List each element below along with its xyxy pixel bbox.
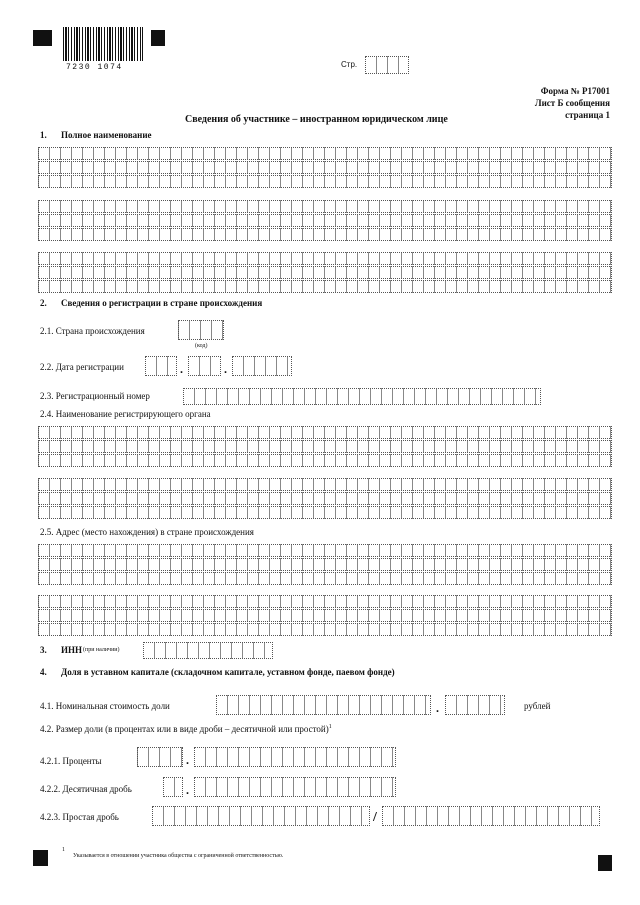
corner-marker-top-right	[151, 30, 165, 46]
page-title: Сведения об участнике – иностранном юридическом лице	[185, 114, 448, 125]
registration-number-label: 2.3. Регистрационный номер	[40, 391, 150, 401]
section-4-label: Доля в уставном капитале (складочном капитале, уставном фонде, паевом фонде)	[61, 667, 395, 677]
section-2-label: Сведения о регистрации в стране происхождения	[61, 298, 263, 308]
page-label: Стр.	[341, 60, 358, 69]
decimal-fraction-label: 4.2.2. Десятичная дробь	[40, 784, 132, 794]
barcode-number: 7230 1074	[66, 63, 123, 72]
section-1-label: Полное наименование	[61, 130, 152, 140]
percent-label: 4.2.1. Проценты	[40, 756, 102, 766]
inn-note: (при наличии)	[83, 647, 120, 653]
share-size-text: 4.2. Размер доли (в процентах или в виде дроби – десятичной или простой)	[40, 724, 329, 734]
address-row-1[interactable]	[38, 544, 612, 557]
decimal-integer-field[interactable]	[163, 777, 183, 797]
numerator-field[interactable]	[152, 806, 370, 826]
reg-date-year-field[interactable]	[232, 356, 292, 376]
full-name-row-5[interactable]	[38, 214, 612, 227]
address-row-2[interactable]	[38, 558, 612, 571]
section-4-number: 4.	[40, 667, 47, 677]
address-row-3[interactable]	[38, 572, 612, 585]
authority-row-6[interactable]	[38, 506, 612, 519]
full-name-row-4[interactable]	[38, 200, 612, 213]
authority-row-4[interactable]	[38, 478, 612, 491]
date-separator-1: .	[180, 362, 183, 376]
registering-authority-label: 2.4. Наименование регистрирующего органа	[40, 409, 211, 419]
nominal-value-rubles-field[interactable]	[216, 695, 431, 715]
inn-label: ИНН	[61, 645, 83, 655]
date-separator-2: .	[224, 362, 227, 376]
nominal-value-separator: .	[436, 701, 439, 715]
authority-row-1[interactable]	[38, 426, 612, 439]
country-of-origin-label: 2.1. Страна происхождения	[40, 326, 145, 336]
nominal-value-kopecks-field[interactable]	[445, 695, 505, 715]
corner-marker-top-left	[33, 30, 52, 46]
share-size-label	[40, 724, 332, 734]
full-name-row-8[interactable]	[38, 266, 612, 279]
registration-date-label: 2.2. Дата регистрации	[40, 362, 124, 372]
reg-date-month-field[interactable]	[188, 356, 221, 376]
percent-integer-field[interactable]	[137, 747, 183, 767]
denominator-field[interactable]	[382, 806, 600, 826]
authority-row-2[interactable]	[38, 440, 612, 453]
full-name-row-6[interactable]	[38, 228, 612, 241]
decimal-separator: .	[186, 783, 189, 797]
section-1-number: 1.	[40, 130, 47, 140]
section-3-number: 3.	[40, 645, 47, 655]
registration-number-field[interactable]	[183, 388, 541, 405]
address-row-4[interactable]	[38, 595, 612, 608]
percent-separator: .	[186, 753, 189, 767]
simple-fraction-label: 4.2.3. Простая дробь	[40, 812, 119, 822]
authority-row-5[interactable]	[38, 492, 612, 505]
full-name-row-7[interactable]	[38, 252, 612, 265]
address-row-5[interactable]	[38, 609, 612, 622]
sheet-page: страница 1	[565, 110, 610, 120]
footnote-mark: 1	[62, 847, 65, 853]
full-name-row-9[interactable]	[38, 280, 612, 293]
corner-marker-bottom-right	[598, 855, 612, 871]
corner-marker-bottom-left	[33, 850, 48, 866]
reg-date-day-field[interactable]	[145, 356, 177, 376]
barcode-icon	[63, 27, 143, 61]
decimal-fraction-field[interactable]	[194, 777, 396, 797]
inn-field[interactable]	[143, 642, 273, 659]
nominal-value-label: 4.1. Номинальная стоимость доли	[40, 701, 170, 711]
share-size-footnote-mark: 1	[328, 724, 332, 730]
rubles-unit: рублей	[524, 701, 551, 711]
address-row-6[interactable]	[38, 623, 612, 636]
full-name-row-2[interactable]	[38, 161, 612, 174]
code-caption: (код)	[195, 343, 208, 349]
sheet-label: Лист Б сообщения	[534, 98, 610, 108]
percent-fraction-field[interactable]	[194, 747, 396, 767]
full-name-row-1[interactable]	[38, 147, 612, 160]
address-label: 2.5. Адрес (место нахождения) в стране происхождения	[40, 527, 254, 537]
page-number-field[interactable]	[365, 56, 409, 74]
full-name-row-3[interactable]	[38, 175, 612, 188]
fraction-slash: /	[373, 810, 377, 825]
country-code-field[interactable]	[178, 320, 224, 340]
form-number: Форма № Р17001	[540, 86, 610, 96]
section-2-number: 2.	[40, 298, 47, 308]
footnote-text: Указывается в отношении участника общества с ограниченной ответственностью.	[73, 853, 284, 859]
authority-row-3[interactable]	[38, 454, 612, 467]
